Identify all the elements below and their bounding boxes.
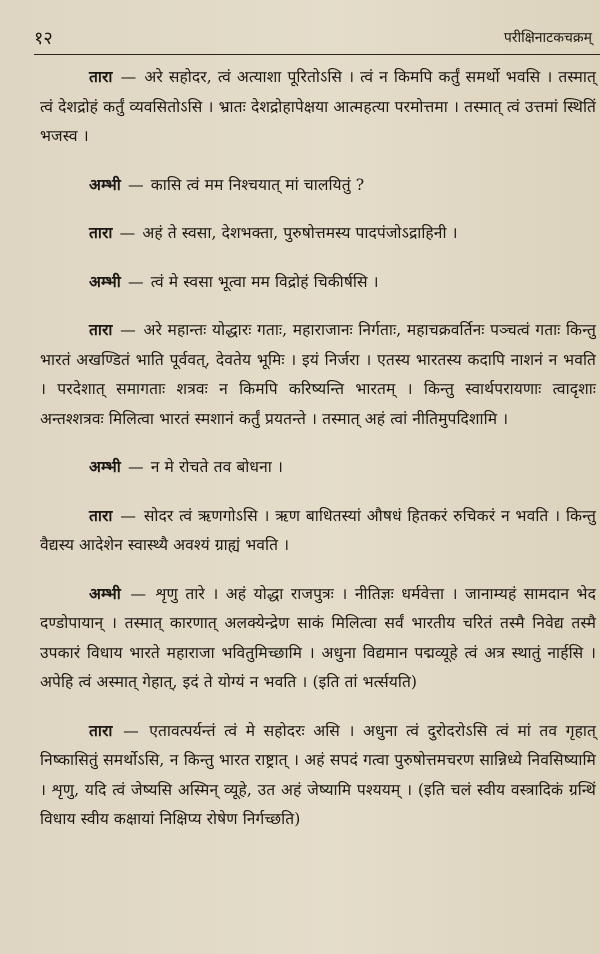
dialogue-paragraph: तारा — अहं ते स्वसा, देशभक्ता, पुरुषोत्तमस्य पादपंजोऽद्राहिनी ।	[89, 223, 458, 242]
speaker-name: तारा	[89, 720, 113, 740]
speaker-name: अम्भी	[89, 271, 121, 291]
dialogue-text: कासि त्वं मम निश्चयात् मां चालयितुं ?	[150, 175, 365, 194]
header-rule	[34, 54, 600, 55]
speaker-name: तारा	[89, 320, 113, 339]
speaker-name: अम्भी	[89, 174, 121, 194]
dialogue-paragraph: तारा — सोदर त्वं ऋणगोऽसि । ऋण बाधितस्यां औषधं हितकरं रुचिकरं न भवति । किन्तु वैद्यस्य आदेशेन स्वास्थ्यै अवश्यं ग्राह्यं भवति ।	[40, 505, 596, 554]
dialogue-paragraph: अम्भी — त्वं मे स्वसा भूत्वा मम विद्रोहं चिकीर्षसि ।	[89, 271, 379, 291]
dialogue-text: एतावत्पर्यन्तं त्वं मे सहोदरः असि । अधुना त्वं दुरोदरोऽसि त्वं मां तव गृहात् निष्कासितुं समर्थोऽसि, न किन्तु भारत राष्ट्रात् । अहं सपदं गत्वा पुरुषोत्तमचरण सान्निध्ये निवसिष्यामि । शृणु, यदि त्वं जेष्यसि अस्मिन् व्यूहे, उत अहं जेष्यामि पश्ययम् । (इति चलं स्वीय वस्त्रादिकं ग्रन्थिं विधाय स्वीय कक्षायां निक्षिप्य रोषेण निर्गच्छति)	[40, 721, 596, 828]
speaker-name: तारा	[89, 505, 113, 525]
page-body	[40, 62, 596, 853]
dialogue-paragraph: अम्भी — न मे रोचते तव बोधना ।	[89, 457, 283, 476]
speaker-name: तारा	[89, 223, 113, 242]
dialogue-text: न मे रोचते तव बोधना ।	[150, 458, 283, 476]
dialogue-paragraph: तारा — अरे महान्तः योद्धारः गताः, महाराजानः निर्गताः, महाचक्रवर्तिनः पञ्चत्वं गताः किन्तु भारतं अखण्डितं भाति पूर्ववत्, देवतेय भूमिः । इयं निर्जरा । एतस्य भारतस्य कदापि नाशनं न भवति । परदेशात् समागताः शत्रवः न किमपि करिष्यन्ति भारतम् । किन्तु स्वार्थपरायणाः त्वादृशाः अन्तश्शत्रवः मिलित्वा भारतं स्मशानं कर्तुं प्रयतन्ते । तस्मात् अहं त्वां नीतिमुपदिशामि ।	[40, 320, 596, 428]
page-number: १२	[34, 28, 53, 49]
dialogue-paragraph: अम्भी — शृणु तारे । अहं योद्धा राजपुत्रः । नीतिज्ञः धर्मवेत्ता । जानाम्यहं सामदान भेद दण्डोपायान् । तस्मात् कारणात् अलक्येन्द्रेण साकं मिलित्वा सर्वं भारतीय चरितं तस्मै निवेद्य तस्मै उपकारं विधाय भारते महाराजा भवितुमिच्छामि । अधुना विद्यमान पद्मव्यूहे त्वं अत्र स्थातुं नार्हसि । अपेहि त्वं अस्मात् गेहात्, इदं ते योग्यं न भवति । (इति तां भर्त्सयति)	[40, 583, 596, 691]
dialogue-text: शृणु तारे । अहं योद्धा राजपुत्रः । नीतिज्ञः धर्मवेत्ता । जानाम्यहं सामदान भेद दण्डोपायान् । तस्मात् कारणात् अलक्येन्द्रेण साकं मिलित्वा सर्वं भारतीय चरितं तस्मै निवेद्य तस्मै उपकारं विधाय भारते महाराजा भवितुमिच्छामि । अधुना विद्यमान पद्मव्यूहे त्वं अत्र स्थातुं नार्हसि । अपेहि त्वं अस्मात् गेहात्, इदं ते योग्यं न भवति । (इति तां भर्त्सयति)	[40, 584, 596, 691]
dialogue-text: अरे सहोदर, त्वं अत्याशा पूरितोऽसि । त्वं न किमपि कर्तुं समर्थो भवसि । तस्मात् त्वं देशद्रोहं कर्तुं व्यवसितोऽसि । भ्रातः देशद्रोहापेक्षया आत्महत्या परमोत्तमा । तस्मात् त्वं उत्तमां स्थितिं भजस्व ।	[40, 68, 596, 145]
dialogue-text: अरे महान्तः योद्धारः गताः, महाराजानः निर्गताः, महाचक्रवर्तिनः पञ्चत्वं गताः किन्तु भारतं अखण्डितं भाति पूर्ववत्, देवतेय भूमिः । इयं निर्जरा । एतस्य भारतस्य कदापि नाशनं न भवति । परदेशात् समागताः शत्रवः न किमपि करिष्यन्ति भारतम् । किन्तु स्वार्थपरायणाः त्वादृशाः अन्तश्शत्रवः मिलित्वा भारतं स्मशानं कर्तुं प्रयतन्ते । तस्मात् अहं त्वां नीतिमुपदिशामि ।	[40, 321, 596, 428]
dialogue-text: अहं ते स्वसा, देशभक्ता, पुरुषोत्तमस्य पादपंजोऽद्राहिनी ।	[142, 224, 458, 242]
running-title: परीक्षिनाटकचक्रम्	[503, 30, 592, 46]
dialogue-paragraph: तारा — एतावत्पर्यन्तं त्वं मे सहोदरः असि । अधुना त्वं दुरोदरोऽसि त्वं मां तव गृहात् निष्कासितुं समर्थोऽसि, न किन्तु भारत राष्ट्रात् । अहं सपदं गत्वा पुरुषोत्तमचरण सान्निध्ये निवसिष्यामि । शृणु, यदि त्वं जेष्यसि अस्मिन् व्यूहे, उत अहं जेष्यामि पश्ययम् । (इति चलं स्वीय वस्त्रादिकं ग्रन्थिं विधाय स्वीय कक्षायां निक्षिप्य रोषेण निर्गच्छति)	[40, 720, 596, 828]
dialogue-paragraph: अम्भी — कासि त्वं मम निश्चयात् मां चालयितुं ?	[89, 174, 365, 194]
dialogue-text: सोदर त्वं ऋणगोऽसि । ऋण बाधितस्यां औषधं हितकरं रुचिकरं न भवति । किन्तु वैद्यस्य आदेशेन स्वास्थ्यै अवश्यं ग्राह्यं भवति ।	[40, 506, 596, 554]
dialogue-paragraph: तारा — अरे सहोदर, त्वं अत्याशा पूरितोऽसि । त्वं न किमपि कर्तुं समर्थो भवसि । तस्मात् त्वं देशद्रोहं कर्तुं व्यवसितोऽसि । भ्रातः देशद्रोहापेक्षया आत्महत्या परमोत्तमा । तस्मात् त्वं उत्तमां स्थितिं भजस्व ।	[40, 67, 596, 145]
speaker-name: अम्भी	[89, 457, 121, 476]
speaker-name: अम्भी	[89, 583, 121, 603]
dialogue-text: त्वं मे स्वसा भूत्वा मम विद्रोहं चिकीर्षसि ।	[150, 272, 379, 291]
speaker-name: तारा	[89, 67, 113, 86]
page-header	[34, 26, 592, 54]
